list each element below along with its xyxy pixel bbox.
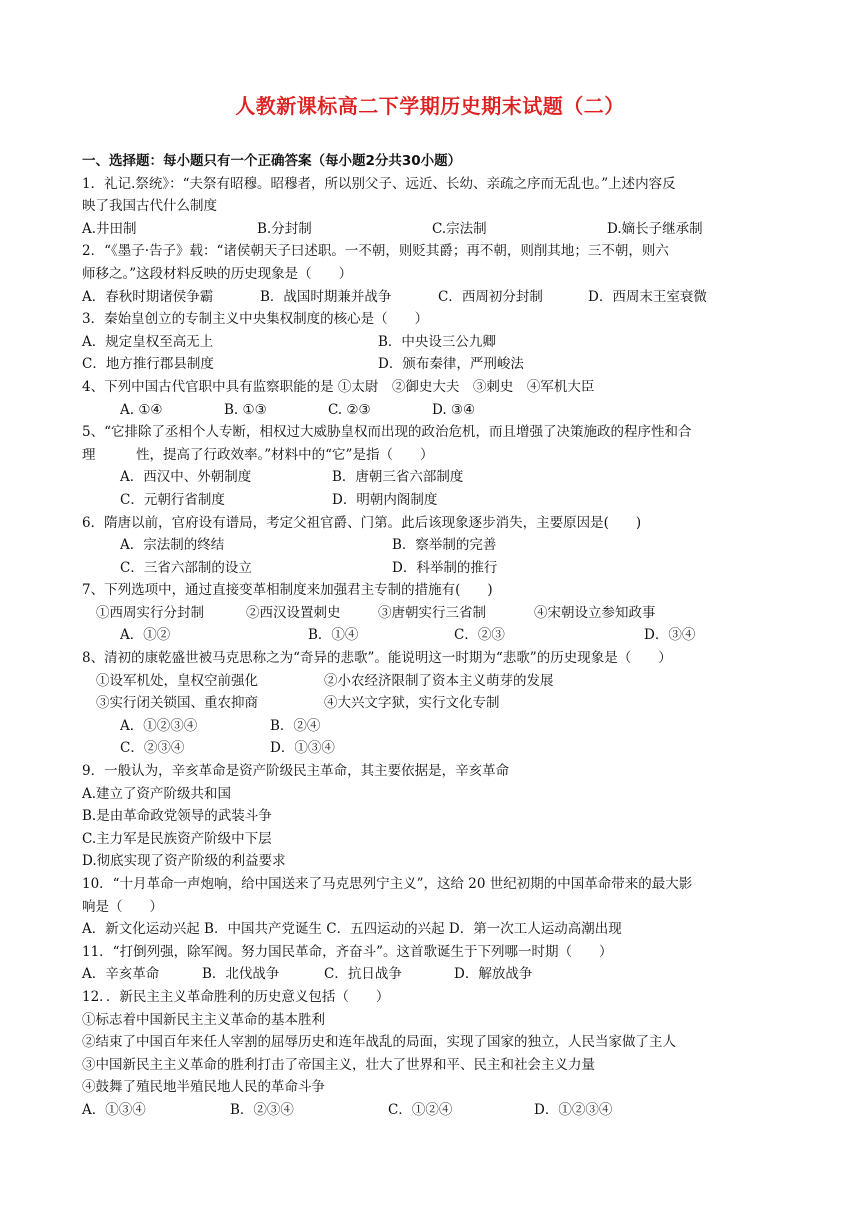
question-1-options (82, 218, 782, 241)
option-c: C．抗日战争 (324, 966, 402, 983)
question-5-stem-cont: 理 性，提高了行政效率。”材料中的“它”是指（ ） (82, 446, 434, 463)
option-c: C. ②③ (328, 401, 371, 418)
statement-4: ④大兴文字狱，实行文化专制 (324, 695, 500, 712)
question-3-stem: 3．秦始皇创立的专制主义中央集权制度的核心是（ ） (82, 311, 429, 328)
option-b: B．②③④ (230, 1101, 294, 1118)
option-c: C．②③ (454, 627, 505, 644)
question-7-items (82, 602, 782, 625)
question-9-stem: 9．一般认为，辛亥革命是资产阶级民主革命，其主要依据是，辛亥革命 (82, 763, 510, 780)
option-c: C．地方推行郡县制度 (82, 356, 214, 373)
option-a: A．①②③④ (120, 717, 198, 734)
question-11-options (82, 963, 782, 986)
option-d: D．解放战争 (454, 966, 533, 983)
statement-2: ②小农经济限制了资本主义萌芽的发展 (324, 672, 554, 689)
question-10-stem-cont: 响是（ ） (82, 898, 163, 915)
option-b: B.分封制 (257, 220, 312, 237)
option-d: D．科举制的推行 (392, 559, 498, 576)
option-d: D．西周末王室衰微 (588, 288, 707, 305)
statement-3: ③唐朝实行三省制 (378, 604, 486, 621)
option-b: B．察举制的完善 (392, 537, 497, 554)
option-b: B．①④ (308, 627, 359, 644)
option-d: D. ③④ (432, 401, 476, 418)
question-6-stem: 6．隋唐以前，官府设有谱局，考定父祖官爵、门第。此后该现象逐步消失，主要原因是( ) (82, 514, 642, 531)
option-b: B．北伐战争 (202, 966, 280, 983)
option-d: D．①②③④ (534, 1101, 613, 1118)
question-6-options-row1 (82, 534, 782, 557)
option-c: C．西周初分封制 (438, 288, 543, 305)
question-2-stem: 2．“《墨子·告子》载：“诸侯朝天子曰述职。一不朝，则贬其爵；再不朝，则削其地；三不朝，则六 (82, 243, 669, 260)
statement-4: ④宋朝设立参知政事 (534, 604, 656, 621)
option-b: B．战国时期兼并战争 (260, 288, 392, 305)
option-a: A．①③④ (82, 1101, 146, 1118)
question-2-options (82, 286, 782, 309)
question-1-stem-cont: 映了我国古代什么制度 (82, 198, 217, 215)
question-10-stem: 10．“十月革命一声炮响，给中国送来了马克思列宁主义”，这给 20 世纪初期的中国革命带来的最大影 (82, 876, 693, 892)
statement-2: ②结束了中国百年来任人宰割的屈辱历史和连年战乱的局面，实现了国家的独立，人民当家做了主人 (82, 1034, 676, 1051)
option-a: A. ①④ (120, 401, 163, 418)
question-8-items-row1 (82, 670, 782, 693)
option-a: A．辛亥革命 (82, 966, 160, 983)
question-2-stem-cont: 师移之。”这段材料反映的历史现象是（ ） (82, 265, 353, 282)
statement-2: ②西汉设置刺史 (246, 604, 341, 621)
option-c: C．三省六部制的设立 (120, 559, 252, 576)
question-3-options-row1 (82, 331, 782, 354)
question-4-stem: 4、下列中国古代官职中具有监察职能的是 ①太尉 ②御史大夫 ③刺史 ④军机大臣 (82, 378, 595, 395)
question-5-options-row2 (82, 489, 782, 512)
page-title: 人教新课标高二下学期历史期末试题（二） (235, 94, 625, 118)
question-11-stem: 11．“打倒列强，除军阀。努力国民革命，齐奋斗”。这首歌诞生于下列哪一时期（ ） (82, 943, 613, 960)
question-5-options-row1 (82, 466, 782, 489)
question-4-options (82, 399, 782, 422)
option-d: D.嫡长子继承制 (607, 220, 703, 237)
option-a: A．春秋时期诸侯争霸 (82, 288, 214, 305)
question-12-options (82, 1099, 782, 1122)
question-8-items-row2 (82, 692, 782, 715)
option-d: D．①③④ (270, 740, 335, 757)
option-d: D．明朝内阁制度 (332, 491, 438, 508)
question-1-stem: 1．礼记.祭统》：“夫祭有昭穆。昭穆者，所以别父子、远近、长幼、亲疏之序而无乱也。”上述内容反 (82, 175, 676, 192)
option-a: A．①② (120, 627, 171, 644)
statement-1: ①西周实行分封制 (96, 604, 204, 621)
option-a: A.建立了资产阶级共和国 (82, 785, 232, 802)
option-d: D．颁布秦律，严刑峻法 (378, 356, 524, 373)
option-b: B．②④ (270, 717, 321, 734)
option-a: A．宗法制的终结 (120, 537, 225, 554)
question-7-options (82, 624, 782, 647)
option-c: C.宗法制 (432, 220, 487, 237)
statement-1: ①标志着中国新民主主义革命的基本胜利 (82, 1011, 325, 1028)
exam-content (82, 150, 782, 1122)
option-c: C.主力军是民族资产阶级中下层 (82, 830, 272, 847)
option-c: C．②③④ (120, 740, 185, 757)
option-d: D．③④ (644, 627, 696, 644)
statement-4: ④鼓舞了殖民地半殖民地人民的革命斗争 (82, 1079, 325, 1096)
question-5-stem: 5、“它排除了丞相个人专断，相权过大威胁皇权而出现的政治危机，而且增强了决策施政的程序性和合 (82, 424, 692, 441)
question-8-options-row1 (82, 715, 782, 738)
statement-1: ①设军机处，皇权空前强化 (96, 672, 258, 689)
option-a: A．西汉中、外朝制度 (120, 469, 252, 486)
option-b: B.是由革命政党领导的武装斗争 (82, 808, 272, 825)
option-a: A．规定皇权至高无上 (82, 333, 214, 350)
question-7-stem: 7、下列选项中，通过直接变革相制度来加强君主专制的措施有( ) (82, 582, 493, 599)
option-c: C．元朝行省制度 (120, 491, 225, 508)
option-c: C．①②④ (388, 1101, 453, 1118)
question-12-stem: 12．．新民主主义革命胜利的历史意义包括（ ） (82, 988, 390, 1005)
option-a: A.井田制 (82, 220, 137, 237)
option-b: B．唐朝三省六部制度 (332, 469, 464, 486)
option-b: B. ①③ (224, 401, 267, 418)
option-d: D.彻底实现了资产阶级的利益要求 (82, 853, 286, 870)
section-heading: 一、选择题：每小题只有一个正确答案（每小题2分共30小题） (82, 153, 462, 169)
question-10-options: A．新文化运动兴起 B．中国共产党诞生 C．五四运动的兴起 D．第一次工人运动高潮出现 (82, 921, 622, 938)
statement-3: ③实行闭关锁国、重农抑商 (96, 695, 258, 712)
statement-3: ③中国新民主主义革命的胜利打击了帝国主义，壮大了世界和平、民主和社会主义力量 (82, 1056, 595, 1073)
option-b: B．中央设三公九卿 (378, 333, 496, 350)
question-8-stem: 8、清初的康乾盛世被马克思称之为“奇异的悲歌”。能说明这一时期为“悲歌”的历史现象是（ ） (82, 650, 672, 667)
question-8-options-row2 (82, 737, 782, 760)
question-3-options-row2 (82, 353, 782, 376)
question-6-options-row2 (82, 557, 782, 580)
